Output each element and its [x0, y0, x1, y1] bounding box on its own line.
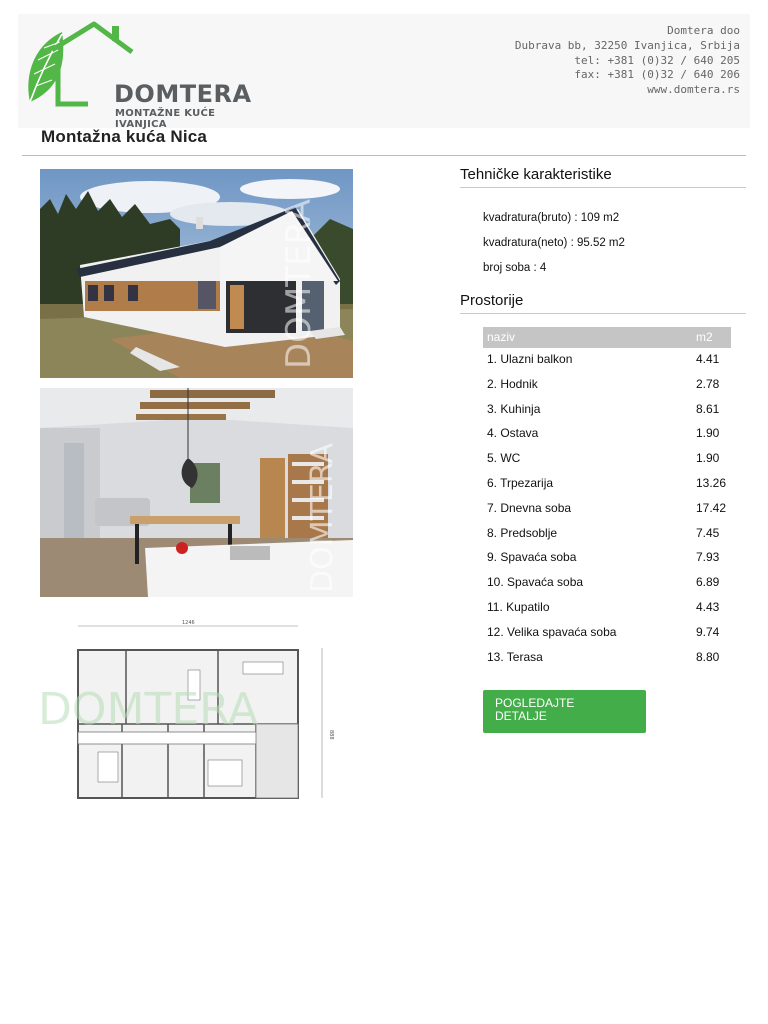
- table-row: [483, 571, 731, 596]
- table-row: [483, 447, 731, 472]
- company-name: Domtera doo: [667, 24, 740, 37]
- logo-tagline: MONTAŽNE KUĆE IVANJICA: [115, 108, 216, 130]
- rooms-section-divider: [460, 313, 746, 314]
- room-area: 7.93: [696, 550, 720, 565]
- table-row: [483, 472, 731, 497]
- watermark-text: DOMTERA: [38, 684, 259, 735]
- plan-width-label: 1246: [182, 620, 195, 626]
- column-header-area: m2: [696, 330, 713, 344]
- table-row: [483, 348, 731, 373]
- table-row: [483, 522, 731, 547]
- table-row: [483, 621, 731, 646]
- company-contact: [515, 24, 740, 98]
- room-area: 9.74: [696, 624, 720, 639]
- table-row: [483, 373, 731, 398]
- room-area: 7.45: [696, 525, 720, 540]
- page-title: Montažna kuća Nica: [41, 127, 208, 146]
- table-row: [483, 646, 731, 671]
- rooms-count: broj soba : 4: [483, 262, 547, 274]
- column-header-name: naziv: [487, 330, 516, 344]
- company-address: Dubrava bb, 32250 Ivanjica, Srbija: [514, 38, 740, 52]
- room-name: 1. Ulazni balkon: [487, 352, 573, 366]
- company-tel: tel: +381 (0)32 / 640 205: [574, 53, 740, 67]
- room-name: 5. WC: [487, 451, 521, 466]
- table-row: [483, 497, 731, 522]
- room-name: 13. Terasa: [487, 649, 543, 664]
- floor-plan-image: [38, 612, 370, 812]
- room-name: 2. Hodnik: [487, 376, 538, 391]
- gross-area: kvadratura(bruto) : 109 m2: [483, 212, 620, 224]
- room-area: 4.41: [696, 352, 720, 366]
- logo-name: DOMTERA: [114, 80, 252, 108]
- technical-section-divider: [460, 187, 746, 188]
- room-area: 8.80: [696, 649, 720, 664]
- company-fax: fax: +381 (0)32 / 640 206: [574, 68, 740, 82]
- plan-depth-label: 888: [328, 730, 334, 740]
- room-name: 6. Trpezarija: [487, 475, 554, 490]
- exterior-render-image: [40, 169, 353, 378]
- room-name: 7. Dnevna soba: [487, 500, 572, 515]
- room-area: 1.90: [696, 426, 720, 441]
- rooms-table: [483, 327, 731, 670]
- watermark-text: DOMTERA: [305, 442, 340, 593]
- rooms-section-title: Prostorije: [460, 292, 524, 309]
- room-name: 12. Velika spavaća soba: [487, 624, 617, 639]
- net-area: kvadratura(neto) : 95.52 m2: [483, 237, 625, 249]
- room-name: 9. Spavaća soba: [487, 550, 577, 565]
- room-area: 1.90: [696, 451, 720, 466]
- room-area: 17.42: [696, 500, 727, 515]
- company-website[interactable]: www.domtera.rs: [647, 83, 740, 97]
- table-row: [483, 398, 731, 423]
- room-name: 3. Kuhinja: [487, 401, 541, 416]
- title-divider: [22, 155, 746, 156]
- rooms-table-header: [483, 327, 731, 348]
- domtera-logo[interactable]: [22, 20, 252, 130]
- room-name: 8. Predsoblje: [487, 525, 558, 540]
- watermark-text: DOMTERA: [279, 198, 319, 369]
- room-area: 2.78: [696, 376, 720, 391]
- room-area: 13.26: [696, 475, 727, 490]
- table-row: [483, 546, 731, 571]
- room-name: 4. Ostava: [487, 426, 539, 441]
- room-area: 4.43: [696, 599, 720, 614]
- view-details-button[interactable]: [483, 690, 646, 733]
- table-row: [483, 422, 731, 447]
- view-details-line2: DETALJE: [495, 709, 547, 723]
- room-name: 10. Spavaća soba: [487, 575, 584, 590]
- technical-section-title: Tehničke karakteristike: [460, 166, 612, 183]
- room-area: 8.61: [696, 401, 720, 416]
- interior-render-image: [40, 388, 353, 597]
- room-name: 11. Kupatilo: [487, 599, 550, 614]
- room-area: 6.89: [696, 575, 720, 590]
- view-details-line1: POGLEDAJTE: [495, 696, 575, 710]
- table-row: [483, 596, 731, 621]
